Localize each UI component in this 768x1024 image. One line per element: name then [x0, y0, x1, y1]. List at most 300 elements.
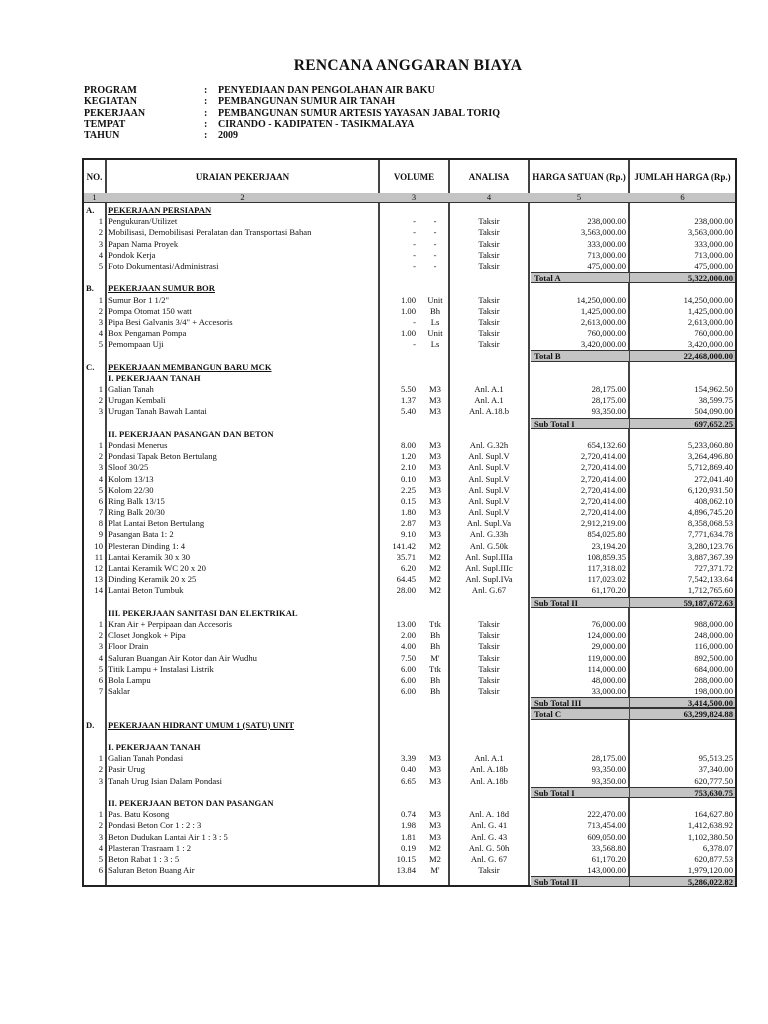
item-analisa: Taksir — [478, 328, 500, 339]
item-description: Beton Rabat 1 : 3 : 5 — [108, 853, 180, 864]
budget-table — [82, 158, 737, 887]
item-description: Floor Drain — [108, 641, 149, 652]
item-unit: M2 — [429, 551, 441, 562]
item-volume: - — [413, 238, 416, 249]
item-unit: M3 — [429, 495, 441, 506]
item-jumlah-harga: 5,233,060.80 — [687, 439, 733, 450]
subsection-row — [84, 608, 735, 619]
item-jumlah-harga: 6,120,931.50 — [687, 484, 733, 495]
item-harga-satuan: 76,000.00 — [591, 618, 626, 629]
table-row — [84, 820, 735, 831]
item-jumlah-harga: 7,542,133.64 — [687, 574, 733, 585]
table-row — [84, 474, 735, 485]
item-number: 6 — [98, 865, 103, 876]
document-title: RENCANA ANGGARAN BIAYA — [293, 57, 523, 74]
subsection-title: II. PEKERJAAN BETON DAN PASANGAN — [108, 797, 274, 808]
item-number: 5 — [98, 484, 103, 495]
subsection-row — [84, 429, 735, 440]
column-number: 4 — [486, 192, 492, 202]
section-row — [84, 720, 735, 731]
table-row — [84, 541, 735, 552]
item-harga-satuan: 2,720,414.00 — [580, 462, 626, 473]
total-row — [84, 876, 735, 887]
table-row — [84, 843, 735, 854]
column-number: 2 — [240, 192, 245, 202]
item-description: Lantai Keramik WC 20 x 20 — [108, 563, 206, 573]
item-harga-satuan: 2,720,414.00 — [580, 484, 626, 495]
subsection-title: I. PEKERJAAN TANAH — [108, 742, 201, 752]
item-volume: 2.25 — [400, 484, 416, 495]
item-volume: 5.40 — [400, 406, 416, 417]
item-unit: M3 — [429, 462, 441, 473]
item-number: 1 — [98, 618, 103, 629]
table-row — [84, 630, 735, 641]
item-unit: Ls — [430, 339, 440, 350]
item-jumlah-harga: 272,041.40 — [694, 473, 733, 484]
table-row — [84, 485, 735, 496]
item-volume: 2.10 — [400, 462, 416, 473]
item-unit: - — [433, 227, 437, 238]
item-harga-satuan: 29,000.00 — [591, 641, 626, 652]
table-row — [84, 507, 735, 518]
item-harga-satuan: 222,470.00 — [587, 809, 626, 820]
total-value: 697,652.25 — [630, 418, 735, 429]
table-row — [84, 339, 735, 350]
item-harga-satuan: 114,000.00 — [587, 663, 626, 674]
item-volume: 8.00 — [400, 439, 416, 450]
item-unit: Ttk — [429, 618, 441, 629]
item-jumlah-harga: 3,280,123.76 — [687, 540, 733, 551]
item-analisa: Taksir — [478, 294, 500, 305]
item-number: 3 — [98, 238, 103, 249]
item-jumlah-harga: 4,896,745.20 — [687, 507, 733, 518]
table-row — [84, 686, 735, 697]
item-volume: 1.81 — [400, 831, 416, 842]
item-jumlah-harga: 3,887,367.39 — [687, 551, 733, 562]
item-number: 2 — [98, 820, 103, 831]
item-analisa: Taksir — [478, 641, 500, 652]
total-value: 63,299,824.88 — [630, 708, 735, 719]
item-number: 2 — [98, 630, 103, 641]
item-jumlah-harga: 288,000.00 — [694, 674, 733, 685]
item-analisa: Taksir — [478, 618, 500, 629]
info-separator: : — [204, 96, 208, 108]
subsection-row — [84, 742, 735, 753]
item-unit: Unit — [427, 294, 443, 305]
item-analisa: Anl. G.50k — [469, 540, 509, 551]
total-row — [84, 272, 735, 283]
item-jumlah-harga: 238,000.00 — [694, 216, 733, 227]
item-description: Dinding Keramik 20 x 25 — [108, 574, 197, 585]
item-jumlah-harga: 164,627.80 — [694, 809, 733, 820]
header-uraian: URAIAN PEKERJAAN — [195, 171, 290, 182]
item-analisa: Anl. Supl.V — [468, 495, 510, 506]
item-harga-satuan: 609,050.00 — [587, 831, 626, 842]
item-volume: 1.80 — [400, 507, 416, 518]
item-analisa: Taksir — [478, 249, 500, 260]
item-volume: 28.00 — [396, 585, 416, 596]
total-row — [84, 708, 735, 719]
project-info — [84, 85, 500, 141]
section-title: PEKERJAAN HIDRANT UMUM 1 (SATU) UNIT — [108, 719, 295, 730]
item-unit: Bh — [429, 674, 441, 685]
item-harga-satuan: 2,912,219.00 — [580, 518, 626, 529]
item-volume: 2.00 — [400, 630, 416, 641]
item-jumlah-harga: 620,777.50 — [694, 775, 733, 786]
item-harga-satuan: 854,025.80 — [587, 529, 626, 540]
item-harga-satuan: 28,175.00 — [591, 384, 626, 394]
item-number: 4 — [98, 249, 103, 260]
item-analisa: Anl. Supl.IIIc — [465, 563, 513, 573]
item-analisa: Taksir — [478, 216, 500, 227]
table-row — [84, 585, 735, 596]
item-volume: 6.20 — [400, 563, 416, 573]
info-value: CIRANDO - KADIPATEN - TASIKMALAYA — [218, 118, 415, 130]
item-harga-satuan: 33,568.80 — [591, 842, 626, 853]
item-jumlah-harga: 3,264,496.80 — [687, 451, 733, 462]
total-row — [84, 418, 735, 429]
item-harga-satuan: 654,132.60 — [587, 439, 626, 450]
item-unit: M' — [430, 652, 440, 663]
item-description: Ring Balk 13/15 — [108, 495, 165, 506]
item-volume: - — [413, 316, 416, 327]
item-jumlah-harga: 8,358,068.53 — [687, 518, 733, 529]
item-description: Pipa Besi Galvanis 3/4" + Accesoris — [108, 316, 233, 327]
item-number: 3 — [98, 316, 103, 327]
table-row — [84, 552, 735, 563]
item-description: Plesteran Dinding 1: 4 — [108, 540, 186, 551]
item-volume: 1.00 — [400, 294, 416, 305]
item-description: Kolom 22/30 — [108, 484, 154, 495]
item-description: Saluran Buangan Air Kotor dan Air Wudhu — [108, 652, 257, 663]
item-unit: - — [433, 260, 437, 271]
item-harga-satuan: 33,000.00 — [591, 686, 626, 697]
item-unit: M2 — [429, 585, 441, 596]
item-volume: 7.50 — [400, 652, 416, 663]
total-value: 22,468,000.00 — [630, 350, 735, 361]
item-number: 4 — [98, 842, 103, 853]
table-body — [84, 205, 735, 887]
item-jumlah-harga: 1,102,380.50 — [687, 831, 733, 842]
item-number: 12 — [94, 563, 103, 573]
section-letter: C. — [86, 361, 95, 372]
item-description: Pondasi Beton Cor 1 : 2 : 3 — [108, 820, 202, 831]
item-analisa: Anl. Supl.IVa — [465, 574, 513, 585]
item-number: 2 — [98, 764, 103, 775]
item-number: 3 — [98, 406, 103, 417]
item-analisa: Taksir — [478, 652, 500, 663]
item-harga-satuan: 14,250,000.00 — [576, 294, 626, 305]
item-jumlah-harga: 2,613,000.00 — [687, 316, 733, 327]
item-description: Pondasi Tapak Beton Bertulang — [108, 451, 217, 462]
item-number: 5 — [98, 663, 103, 674]
item-jumlah-harga: 3,420,000.00 — [687, 339, 733, 350]
item-jumlah-harga: 1,425,000.00 — [687, 305, 733, 316]
item-harga-satuan: 475,000.00 — [587, 260, 626, 271]
item-jumlah-harga: 727,371.72 — [694, 563, 733, 573]
item-volume: 0.15 — [400, 495, 416, 506]
item-description: Mobilisasi, Demobilisasi Peralatan dan Transportasi Bahan — [108, 227, 312, 238]
table-row — [84, 776, 735, 787]
item-analisa: Anl. Supl.V — [468, 462, 510, 473]
item-jumlah-harga: 988,000.00 — [694, 618, 733, 629]
item-volume: 64.45 — [396, 574, 416, 585]
item-jumlah-harga: 198,000.00 — [694, 686, 733, 697]
subsection-title: II. PEKERJAAN PASANGAN DAN BETON — [108, 428, 274, 439]
info-tempat — [84, 119, 500, 130]
section-row — [84, 205, 735, 216]
subsection-row — [84, 798, 735, 809]
total-row — [84, 697, 735, 708]
table-row — [84, 854, 735, 865]
item-analisa: Anl. G.67 — [471, 585, 507, 596]
table-row — [84, 809, 735, 820]
header-harga-satuan: HARGA SATUAN (Rp.) — [532, 171, 626, 182]
item-unit: M3 — [429, 484, 441, 495]
subsection-row — [84, 373, 735, 384]
table-row — [84, 216, 735, 227]
table-row — [84, 619, 735, 630]
item-unit: M3 — [429, 518, 441, 529]
item-number: 4 — [98, 473, 103, 484]
item-description: Saluran Beton Buang Air — [108, 865, 195, 876]
item-volume: 1.20 — [400, 451, 416, 462]
item-analisa: Anl. G. 43 — [470, 831, 508, 842]
item-harga-satuan: 1,425,000.00 — [580, 305, 626, 316]
table-row — [84, 496, 735, 507]
item-number: 5 — [98, 339, 103, 350]
item-description: Sumur Bor 1 1/2" — [108, 294, 170, 305]
total-label: Sub Total III — [531, 697, 629, 708]
item-harga-satuan: 108,859.35 — [587, 551, 626, 562]
item-volume: - — [413, 227, 416, 238]
item-analisa: Anl. Supl.IIIa — [465, 551, 513, 562]
item-harga-satuan: 3,420,000.00 — [580, 339, 626, 350]
item-unit: M3 — [429, 529, 441, 540]
item-volume: - — [413, 216, 416, 227]
info-key: PEKERJAAN — [84, 107, 146, 119]
table-row — [84, 384, 735, 395]
item-jumlah-harga: 620,877.53 — [694, 853, 733, 864]
table-row — [84, 574, 735, 585]
item-description: Box Pengaman Pompa — [108, 328, 187, 339]
item-description: Pasir Urug — [108, 764, 145, 775]
item-harga-satuan: 119,000.00 — [587, 652, 626, 663]
item-jumlah-harga: 116,000.00 — [694, 641, 733, 652]
info-pekerjaan — [84, 108, 500, 119]
item-volume: 6.65 — [400, 775, 416, 786]
item-unit: M2 — [429, 563, 441, 573]
item-unit: Bh — [429, 630, 441, 641]
item-analisa: Anl. A.18.b — [468, 406, 510, 417]
total-label: Total A — [531, 272, 629, 283]
item-analisa: Anl. Supl.Va — [466, 518, 512, 529]
item-volume: 9.10 — [400, 529, 416, 540]
total-row — [84, 350, 735, 361]
item-unit: Ttk — [429, 663, 441, 674]
item-number: 3 — [98, 775, 103, 786]
item-harga-satuan: 2,613,000.00 — [580, 316, 626, 327]
item-number: 4 — [98, 328, 103, 339]
item-volume: 3.39 — [400, 753, 416, 764]
item-harga-satuan: 61,170.20 — [591, 585, 626, 596]
table-row — [84, 306, 735, 317]
item-analisa: Anl. Supl.V — [468, 451, 510, 462]
item-description: Plasteran Trasraam 1 : 2 — [108, 842, 192, 853]
item-analisa: Anl. A.18b — [470, 764, 508, 775]
item-volume: 1.37 — [400, 395, 416, 406]
item-jumlah-harga: 154,962.50 — [694, 384, 733, 394]
item-analisa: Anl. A.18b — [470, 775, 508, 786]
item-analisa: Anl. A.1 — [474, 384, 504, 394]
table-row — [84, 406, 735, 417]
item-jumlah-harga: 5,712,869.40 — [687, 462, 733, 473]
item-harga-satuan: 93,350.00 — [591, 406, 626, 417]
item-harga-satuan: 124,000.00 — [587, 630, 626, 641]
item-analisa: Taksir — [478, 305, 500, 316]
item-jumlah-harga: 95,513.25 — [698, 753, 733, 764]
info-separator: : — [204, 85, 208, 96]
item-unit: Bh — [429, 641, 441, 652]
item-analisa: Anl. A.1 — [474, 753, 504, 764]
item-analisa: Taksir — [478, 238, 500, 249]
table-header — [84, 160, 735, 194]
info-key: TEMPAT — [84, 118, 126, 130]
table-row — [84, 328, 735, 339]
item-harga-satuan: 117,023.02 — [587, 574, 626, 585]
item-number: 3 — [98, 641, 103, 652]
info-key: TAHUN — [84, 130, 120, 142]
item-volume: 0.74 — [400, 809, 416, 820]
item-unit: M3 — [429, 809, 441, 820]
item-volume: 13.84 — [396, 865, 416, 876]
item-jumlah-harga: 38,599.75 — [698, 395, 733, 406]
item-unit: M3 — [429, 753, 441, 764]
info-separator: : — [204, 118, 208, 130]
item-unit: - — [433, 249, 437, 260]
table-row — [84, 563, 735, 574]
table-row — [84, 865, 735, 876]
item-number: 13 — [94, 574, 103, 585]
item-unit: M3 — [429, 439, 441, 450]
section-title: PEKERJAAN SUMUR BOR — [108, 283, 215, 294]
table-row — [84, 295, 735, 306]
item-volume: 4.00 — [400, 641, 416, 652]
item-analisa: Anl. G.32h — [469, 439, 509, 450]
table-row — [84, 832, 735, 843]
item-analisa: Anl. G. 67 — [470, 853, 508, 864]
item-description: Titik Lampu + Instalasi Listrik — [108, 663, 214, 674]
column-number-row — [84, 193, 735, 203]
item-volume: 1.00 — [400, 328, 416, 339]
table-row — [84, 261, 735, 272]
info-kegiatan — [84, 96, 500, 107]
table-row — [84, 653, 735, 664]
section-title: PEKERJAAN MEMBANGUN BARU MCK — [108, 361, 272, 372]
item-unit: Unit — [427, 328, 443, 339]
item-number: 6 — [98, 495, 103, 506]
item-volume: 35.71 — [396, 551, 416, 562]
item-jumlah-harga: 37,340.00 — [698, 764, 733, 775]
item-unit: M3 — [429, 395, 441, 406]
item-volume: 0.40 — [400, 764, 416, 775]
item-harga-satuan: 760,000.00 — [587, 328, 626, 339]
item-unit: M3 — [429, 406, 441, 417]
item-description: Ring Balk 20/30 — [108, 507, 165, 518]
table-row — [84, 462, 735, 473]
item-jumlah-harga: 504,090.00 — [694, 406, 733, 417]
item-number: 1 — [98, 384, 103, 394]
item-description: Galian Tanah — [108, 384, 154, 394]
item-description: Lantai Keramik 30 x 30 — [108, 551, 191, 562]
item-description: Saklar — [108, 686, 130, 697]
item-jumlah-harga: 6,378.07 — [702, 842, 733, 853]
table-row — [84, 664, 735, 675]
item-description: Pompa Otomat 150 watt — [108, 305, 192, 316]
item-volume: 10.15 — [396, 853, 416, 864]
item-jumlah-harga: 14,250,000.00 — [683, 294, 733, 305]
item-jumlah-harga: 333,000.00 — [694, 238, 733, 249]
item-harga-satuan: 3,563,000.00 — [580, 227, 626, 238]
item-analisa: Anl. Supl.V — [468, 507, 510, 518]
item-volume: - — [413, 339, 416, 350]
table-row — [84, 451, 735, 462]
item-unit: Bh — [429, 686, 441, 697]
item-harga-satuan: 713,454.00 — [587, 820, 626, 831]
item-unit: - — [433, 238, 437, 249]
item-volume: 6.00 — [400, 663, 416, 674]
section-row — [84, 362, 735, 373]
item-unit: M2 — [429, 842, 441, 853]
header-jumlah-harga: JUMLAH HARGA (Rp.) — [634, 171, 731, 182]
item-unit: M2 — [429, 574, 441, 585]
info-program — [84, 85, 500, 96]
item-description: Kran Air + Perpipaan dan Accesoris — [108, 618, 232, 629]
item-harga-satuan: 117,318.02 — [587, 563, 626, 573]
item-harga-satuan: 93,350.00 — [591, 775, 626, 786]
item-jumlah-harga: 1,712,765.60 — [687, 585, 733, 596]
item-description: Pasangan Bata 1: 2 — [108, 529, 174, 540]
item-unit: M3 — [429, 473, 441, 484]
item-number: 7 — [98, 686, 103, 697]
item-volume: 0.19 — [400, 842, 416, 853]
item-analisa: Taksir — [478, 663, 500, 674]
item-harga-satuan: 2,720,414.00 — [580, 451, 626, 462]
item-jumlah-harga: 684,000.00 — [694, 663, 733, 674]
item-unit: M3 — [429, 451, 441, 462]
item-unit: Bh — [429, 305, 441, 316]
total-value: 5,286,022.82 — [630, 876, 735, 887]
item-harga-satuan: 713,000.00 — [587, 249, 626, 260]
item-unit: M3 — [429, 820, 441, 831]
item-jumlah-harga: 1,979,120.00 — [687, 865, 733, 876]
item-harga-satuan: 93,350.00 — [591, 764, 626, 775]
item-description: Pemompaan Uji — [108, 339, 164, 350]
item-harga-satuan: 28,175.00 — [591, 395, 626, 406]
total-value: 5,322,000.00 — [630, 272, 735, 283]
item-description: Galian Tanah Pondasi — [108, 753, 184, 764]
item-jumlah-harga: 1,412,638.92 — [687, 820, 733, 831]
column-number: 1 — [92, 192, 97, 202]
item-number: 14 — [94, 585, 103, 596]
item-unit: M3 — [429, 775, 441, 786]
item-unit: M3 — [429, 384, 441, 394]
item-harga-satuan: 28,175.00 — [591, 753, 626, 764]
total-label: Total C — [531, 708, 629, 719]
total-label: Sub Total I — [531, 787, 629, 798]
subsection-title: I. PEKERJAAN TANAH — [108, 372, 201, 383]
item-jumlah-harga: 3,563,000.00 — [687, 227, 733, 238]
